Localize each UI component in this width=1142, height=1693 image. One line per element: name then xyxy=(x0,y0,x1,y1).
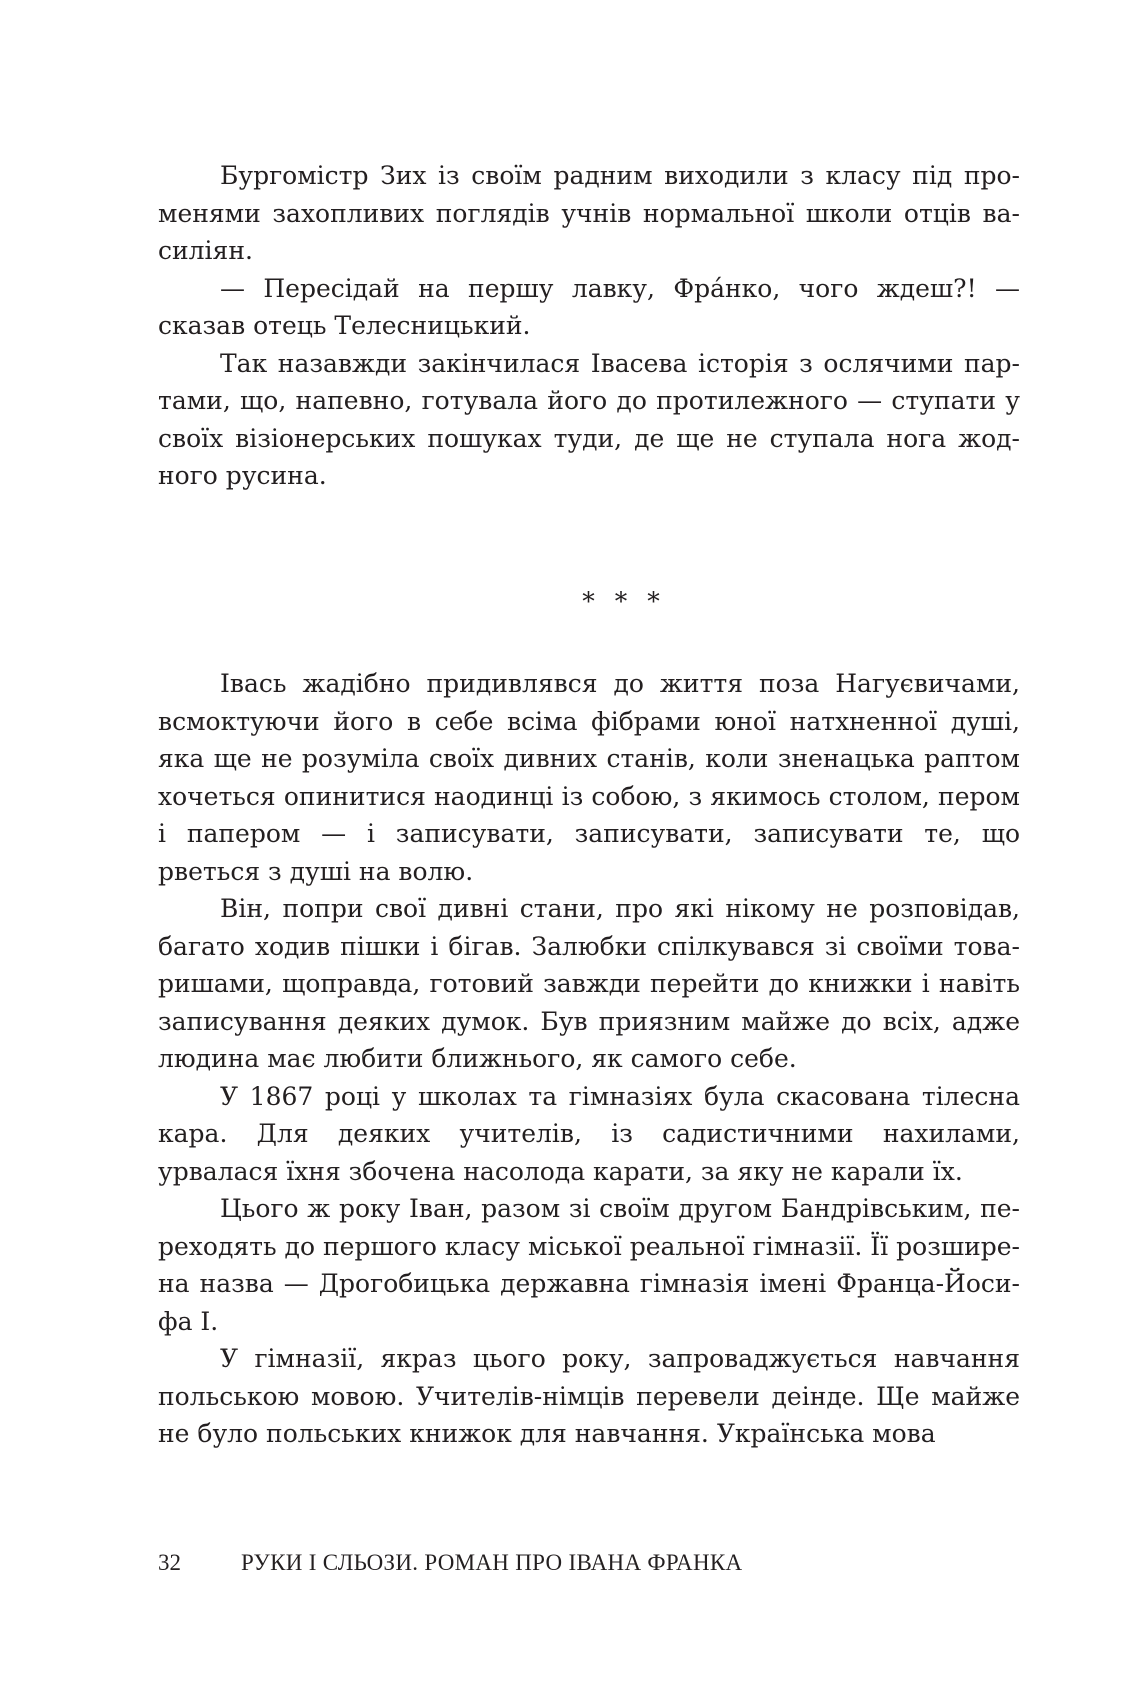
section-separator: * * * xyxy=(582,587,666,616)
text-section-two xyxy=(158,665,1020,1453)
paragraph: Так назавжди закінчилася Івасева історія з ослячими партами, що, напевно, готувала його до протилежного — ступати у своїх візіонерських пошуках туди, де ще не ступала нога жодного русина. xyxy=(158,348,1020,490)
paragraph: У 1867 році у школах та гімназіях була скасована тілесна кара. Для деяких учителів, із садистичними нахилами, урвалася їхня збочена насолода карати, за яку не карали їх. xyxy=(158,1081,1020,1186)
page-number: 32 xyxy=(158,1550,181,1575)
running-title: РУКИ І СЛЬОЗИ. РОМАН ПРО ІВАНА ФРАНКА xyxy=(241,1550,743,1575)
paragraph: Івась жадібно придивлявся до життя поза Нагуєвичами, всмоктуючи його в себе всіма фібрами юної натхненної душі, яка ще не розуміла своїх дивних станів, коли зненацька раптом хочеться опинитися наодинці із собою, з якимось столом, пером і папером — і записувати, записувати, записувати те, що рветься з душі на волю. xyxy=(158,669,1020,886)
paragraph: Цього ж року Іван, разом зі своїм другом Бандрівським, переходять до першого класу міської реальної гімназії. Її розширена назва — Дрогобицька державна гімназія імені Франца-Йосифа І. xyxy=(158,1194,1020,1336)
paragraph: Бургомістр Зих із своїм радним виходили з класу під променями захопливих поглядів учнів нормальної школи отців василіян. xyxy=(158,161,1020,265)
paragraph: — Пересідай на першу лавку, Фра́нко, чого ждеш?! — сказав отець Телесницький. xyxy=(158,273,1020,340)
paragraph: У гімназії, якраз цього року, запроваджується навчання польською мовою. Учителів-німців перевели деінде. Ще майже не було польських книжок для навчання. Українська мова xyxy=(158,1344,1020,1448)
paragraph: Він, попри свої дивні стани, про які нікому не розповідав, багато ходив пішки і бігав. Залюбки спілкувався зі своїми товаришами, щоправда, готовий завжди перейти до книжки і навіть записування деяких думок. Був приязним майже до всіх, адже людина має любити ближнього, як самого себе. xyxy=(158,894,1020,1073)
text-section-one xyxy=(158,157,1020,495)
page-footer xyxy=(158,1548,1020,1578)
